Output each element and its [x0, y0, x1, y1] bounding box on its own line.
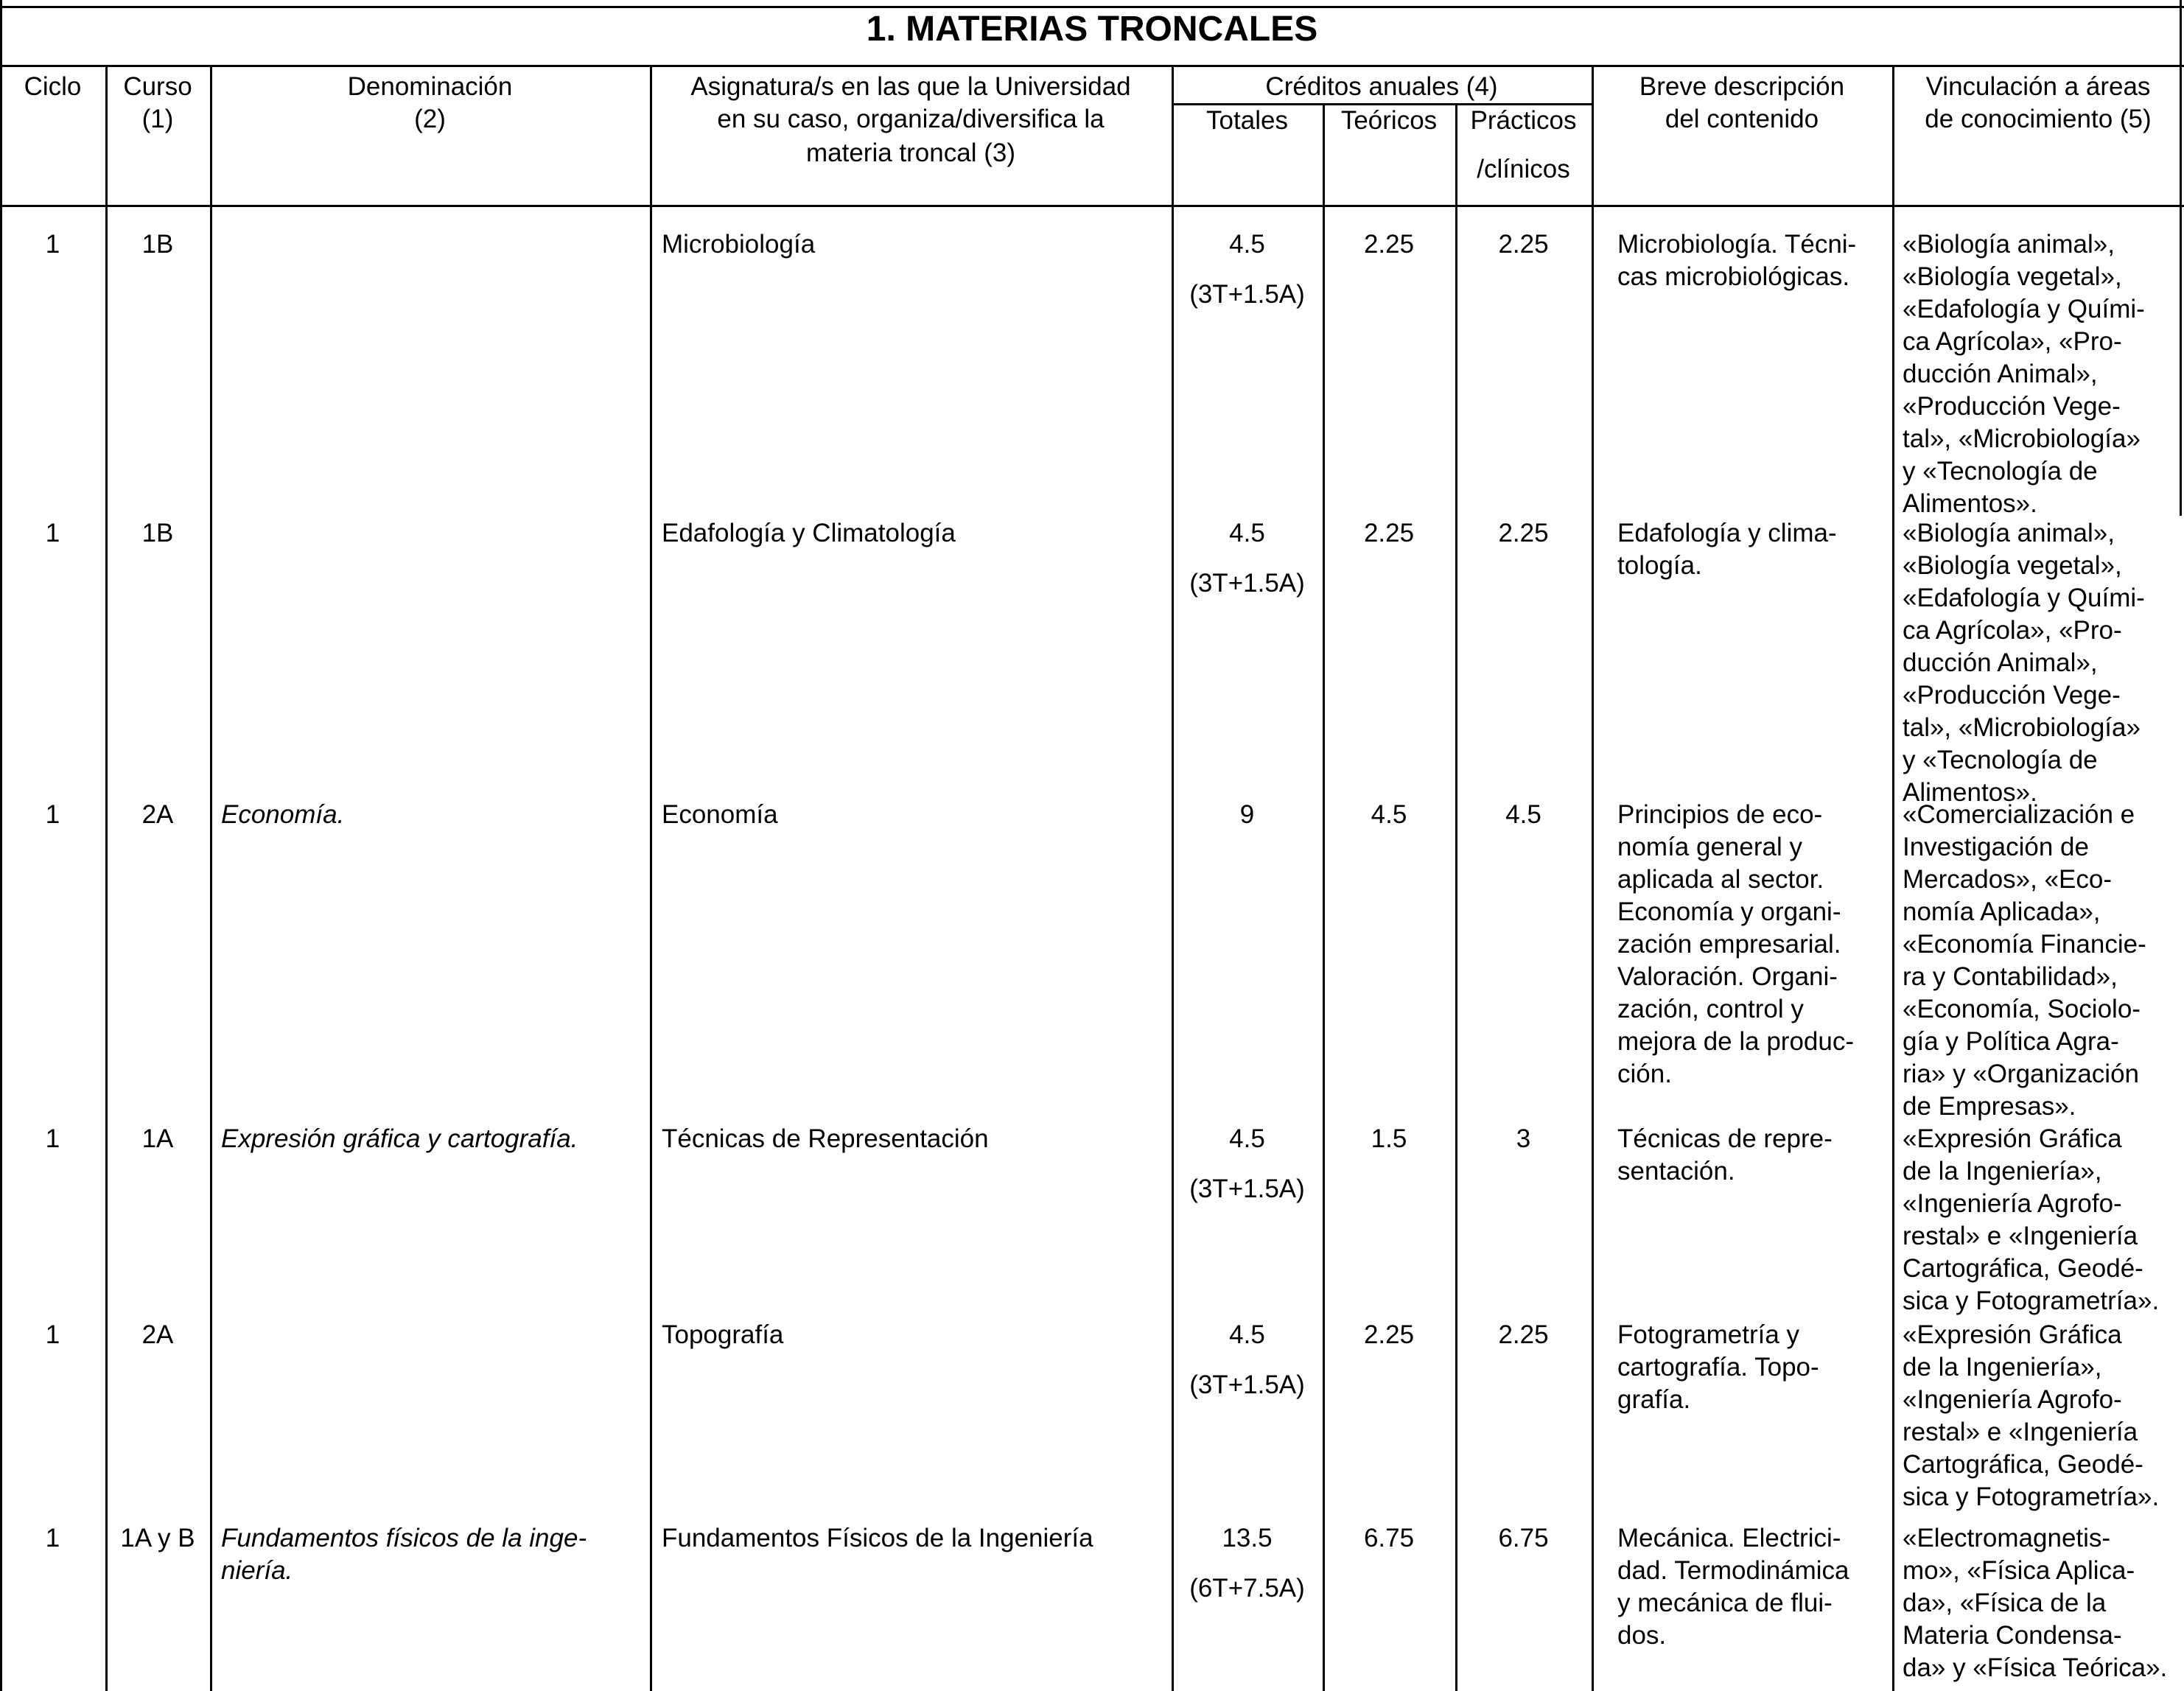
header-divider: [0, 205, 2184, 207]
cell-totales: 13.5: [1222, 1524, 1273, 1552]
cell-descripcion: Mecánica. Electrici- dad. Termodinámica y mecánica de flui- dos.: [1617, 1524, 1849, 1650]
cell-descripcion: Microbiología. Técni- cas microbiológicas.: [1617, 230, 1857, 291]
cell-vinculacion: «Electromagnetis- mo», «Física Aplica- da», «Física de la Materia Condensa- da» y «Física Teórica».: [1903, 1524, 2168, 1682]
cell-totales: 4.5: [1229, 230, 1265, 259]
header-asignaturas-line3: materia troncal (3): [806, 139, 1015, 167]
cell-ciclo: 1: [45, 519, 60, 547]
cell-denominacion: Fundamentos físicos de la inge- niería.: [221, 1524, 587, 1585]
header-denominacion: Denominación: [347, 72, 513, 101]
header-ciclo: Ciclo: [24, 72, 82, 101]
cell-asignatura: Edafología y Climatología: [662, 519, 956, 547]
cell-teoricos: 6.75: [1363, 1524, 1415, 1552]
cell-descripcion: Principios de eco- nomía general y aplicada al sector. Economía y organi- zación empresarial. Valoración. Organi- zación, control y mejora de la produc- ción.: [1617, 800, 1854, 1088]
cell-totales: 4.5: [1229, 1320, 1265, 1349]
cell-vinculacion: «Expresión Gráfica de la Ingeniería», «Ingeniería Agrofo- restal» e «Ingeniería Cartográfica, Geodé- sica y Fotogrametría».: [1903, 1124, 2160, 1315]
cell-teoricos: 2.25: [1363, 519, 1415, 547]
header-practicos-line2: /clínicos: [1477, 155, 1570, 183]
cell-totales-detail: (3T+1.5A): [1189, 569, 1305, 598]
cell-ciclo: 1: [45, 1320, 60, 1349]
header-practicos-line1: Prácticos: [1470, 106, 1577, 135]
column-rule: [1892, 65, 1894, 1691]
cell-descripcion: Técnicas de repre- sentación.: [1617, 1124, 1833, 1186]
cell-curso: 2A: [141, 800, 174, 829]
cell-ciclo: 1: [45, 1124, 60, 1153]
cell-totales-detail: (3T+1.5A): [1189, 280, 1305, 309]
cell-totales: 4.5: [1229, 1124, 1265, 1153]
cell-totales-detail: (6T+7.5A): [1189, 1574, 1305, 1603]
cell-asignatura: Microbiología: [662, 230, 816, 259]
cell-descripcion: Fotogrametría y cartografía. Topo- grafía.: [1617, 1320, 1819, 1414]
header-asignaturas-line1: Asignatura/s en las que la Universidad: [690, 72, 1131, 101]
cell-vinculacion: «Expresión Gráfica de la Ingeniería», «Ingeniería Agrofo- restal» e «Ingeniería Cartográfica, Geodé- sica y Fotogrametría».: [1903, 1320, 2160, 1511]
cell-practicos: 4.5: [1505, 800, 1541, 829]
cell-asignatura: Economía: [662, 800, 778, 829]
header-curso-note: (1): [141, 105, 174, 133]
column-rule: [650, 65, 652, 1691]
page-title: 1. MATERIAS TRONCALES: [866, 10, 1318, 49]
cell-descripcion: Edafología y clima- tología.: [1617, 519, 1837, 580]
header-totales: Totales: [1206, 106, 1288, 135]
cell-totales: 4.5: [1229, 519, 1265, 547]
top-border: [0, 6, 2184, 8]
cell-curso: 1A y B: [120, 1524, 195, 1552]
column-rule: [1592, 65, 1594, 1691]
header-vinculacion-line2: de conocimiento (5): [1925, 105, 2152, 133]
cell-practicos: 2.25: [1498, 1320, 1549, 1349]
column-rule: [1455, 103, 1457, 1691]
header-teoricos: Teóricos: [1340, 106, 1438, 135]
cell-curso: 1B: [141, 519, 174, 547]
cell-vinculacion: «Comercialización e Investigación de Mercados», «Eco- nomía Aplicada», «Economía Financie- ra y Contabilidad», «Economía, Sociolo- gía y Política Agra- ria» y «Organización de Empresas».: [1903, 800, 2146, 1121]
cell-practicos: 6.75: [1498, 1524, 1549, 1552]
cell-practicos: 3: [1516, 1124, 1531, 1153]
cell-curso: 2A: [141, 1320, 174, 1349]
cell-asignatura: Topografía: [662, 1320, 784, 1349]
cell-denominacion: Economía.: [221, 800, 345, 829]
cell-ciclo: 1: [45, 1524, 60, 1552]
header-descripcion-line1: Breve descripción: [1639, 72, 1845, 101]
cell-teoricos: 2.25: [1363, 230, 1415, 259]
title-divider: [0, 65, 2184, 67]
header-denominacion-note: (2): [414, 105, 446, 133]
column-rule: [105, 65, 108, 1691]
header-descripcion-line2: del contenido: [1665, 105, 1819, 133]
header-vinculacion-line1: Vinculación a áreas: [1925, 72, 2151, 101]
cell-totales-detail: (3T+1.5A): [1189, 1370, 1305, 1399]
cell-denominacion: Expresión gráfica y cartografía.: [221, 1124, 578, 1153]
cell-curso: 1A: [141, 1124, 174, 1153]
cell-teoricos: 2.25: [1363, 1320, 1415, 1349]
cell-teoricos: 1.5: [1371, 1124, 1407, 1153]
cell-practicos: 2.25: [1498, 519, 1549, 547]
header-curso: Curso: [123, 72, 192, 101]
cell-vinculacion: «Biología animal», «Biología vegetal», «Edafología y Quími- ca Agrícola», «Pro- ducción Animal», «Producción Vege- tal», «Microbiología» y «Tecnología de Alimentos».: [1903, 519, 2145, 807]
cell-vinculacion: «Biología animal», «Biología vegetal», «Edafología y Quími- ca Agrícola», «Pro- ducción Animal», «Producción Vege- tal», «Microbiología» y «Tecnología de Alimentos».: [1903, 230, 2145, 518]
header-creditos: Créditos anuales (4): [1265, 72, 1498, 101]
column-rule: [210, 65, 212, 1691]
cell-asignatura: Fundamentos Físicos de la Ingeniería: [662, 1524, 1093, 1552]
header-asignaturas-line2: en su caso, organiza/diversifica la: [717, 105, 1105, 133]
cell-curso: 1B: [141, 230, 174, 259]
cell-ciclo: 1: [45, 800, 60, 829]
cell-asignatura: Técnicas de Representación: [662, 1124, 989, 1153]
cell-totales-detail: (3T+1.5A): [1189, 1174, 1305, 1203]
cell-practicos: 2.25: [1498, 230, 1549, 259]
cell-ciclo: 1: [45, 230, 60, 259]
cell-teoricos: 4.5: [1371, 800, 1407, 829]
column-rule: [1323, 103, 1325, 1691]
cell-totales: 9: [1239, 800, 1255, 829]
